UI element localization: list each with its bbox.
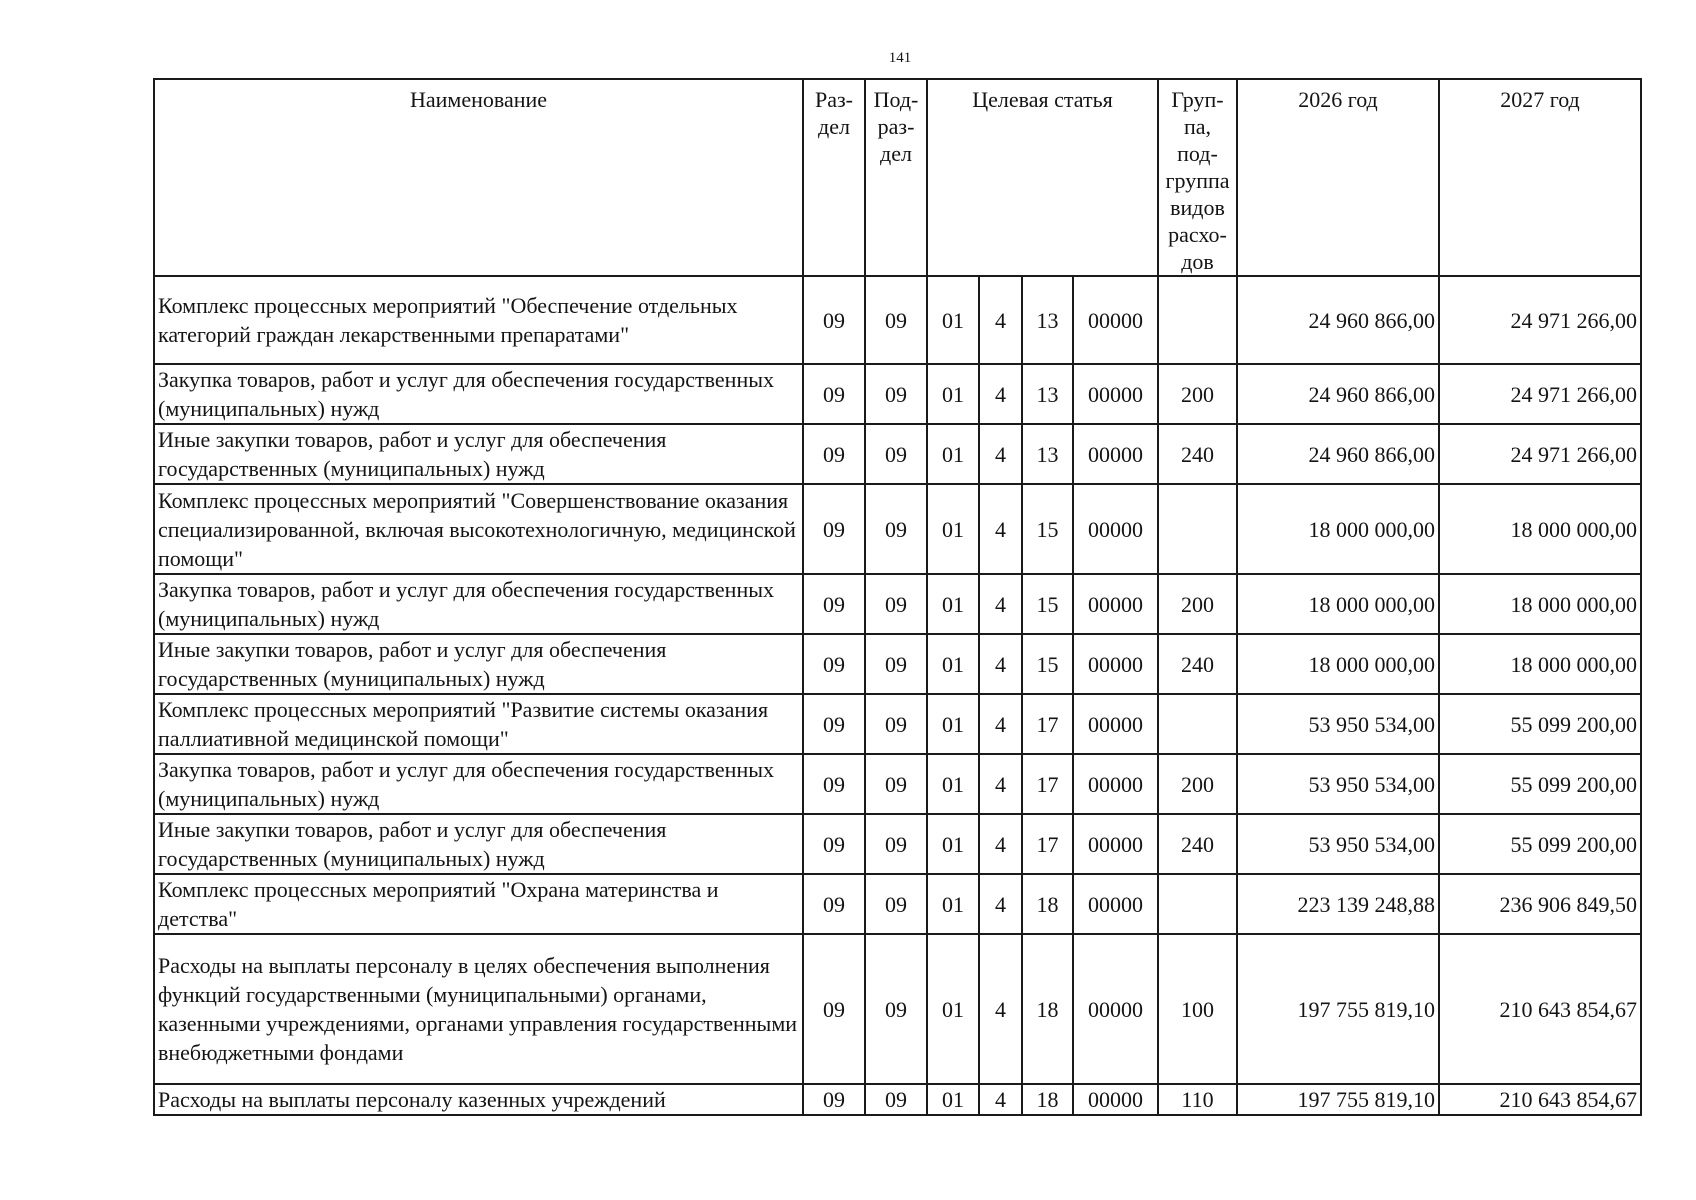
- cell-target-subprogram: 18: [1022, 874, 1073, 934]
- table-row: [154, 754, 1641, 814]
- cell-podrazdel: 09: [865, 814, 927, 874]
- cell-podrazdel: 09: [865, 574, 927, 634]
- cell-amount-2026: 24 960 866,00: [1237, 364, 1439, 424]
- cell-target-direction: 00000: [1073, 874, 1158, 934]
- table-body: [154, 276, 1641, 1115]
- cell-podrazdel: 09: [865, 484, 927, 574]
- cell-amount-2026: 18 000 000,00: [1237, 634, 1439, 694]
- table-row: [154, 814, 1641, 874]
- cell-amount-2027: 236 906 849,50: [1439, 874, 1641, 934]
- cell-amount-2027: 24 971 266,00: [1439, 424, 1641, 484]
- cell-target-subprogram: 13: [1022, 276, 1073, 364]
- page-number: 141: [888, 50, 912, 66]
- cell-podrazdel: 09: [865, 874, 927, 934]
- cell-name: Иные закупки товаров, работ и услуг для обеспечения государственных (муниципальных) нужд: [154, 424, 803, 484]
- cell-expense-group: 240: [1158, 814, 1237, 874]
- table-row: [154, 364, 1641, 424]
- table-row: [154, 934, 1641, 1084]
- cell-target-type: 4: [979, 276, 1022, 364]
- cell-target-direction: 00000: [1073, 574, 1158, 634]
- cell-target-program: 01: [927, 814, 979, 874]
- cell-razdel: 09: [803, 424, 865, 484]
- cell-podrazdel: 09: [865, 934, 927, 1084]
- cell-target-type: 4: [979, 754, 1022, 814]
- cell-razdel: 09: [803, 364, 865, 424]
- cell-expense-group: 200: [1158, 754, 1237, 814]
- cell-target-type: 4: [979, 484, 1022, 574]
- header-podrazdel: Под-раз-дел: [865, 79, 927, 276]
- cell-target-program: 01: [927, 694, 979, 754]
- cell-target-program: 01: [927, 484, 979, 574]
- cell-target-subprogram: 17: [1022, 754, 1073, 814]
- cell-expense-group: 200: [1158, 364, 1237, 424]
- cell-expense-group: 200: [1158, 574, 1237, 634]
- cell-amount-2027: 55 099 200,00: [1439, 814, 1641, 874]
- cell-podrazdel: 09: [865, 424, 927, 484]
- cell-razdel: 09: [803, 934, 865, 1084]
- cell-razdel: 09: [803, 874, 865, 934]
- cell-target-direction: 00000: [1073, 1084, 1158, 1115]
- cell-amount-2026: 24 960 866,00: [1237, 276, 1439, 364]
- cell-target-program: 01: [927, 1084, 979, 1115]
- cell-name: Комплекс процессных мероприятий "Развитие системы оказания паллиативной медицинской помощи": [154, 694, 803, 754]
- cell-amount-2026: 18 000 000,00: [1237, 574, 1439, 634]
- cell-target-program: 01: [927, 424, 979, 484]
- cell-target-program: 01: [927, 754, 979, 814]
- cell-amount-2027: 24 971 266,00: [1439, 364, 1641, 424]
- cell-target-type: 4: [979, 424, 1022, 484]
- header-expense-group: Груп-па, под-группа видов расхо-дов: [1158, 79, 1237, 276]
- cell-target-subprogram: 13: [1022, 364, 1073, 424]
- table-row: [154, 634, 1641, 694]
- cell-expense-group: 110: [1158, 1084, 1237, 1115]
- cell-target-program: 01: [927, 276, 979, 364]
- cell-razdel: 09: [803, 1084, 865, 1115]
- cell-target-type: 4: [979, 364, 1022, 424]
- cell-amount-2027: 18 000 000,00: [1439, 634, 1641, 694]
- cell-target-subprogram: 13: [1022, 424, 1073, 484]
- cell-name: Иные закупки товаров, работ и услуг для обеспечения государственных (муниципальных) нужд: [154, 814, 803, 874]
- cell-amount-2027: 55 099 200,00: [1439, 754, 1641, 814]
- cell-razdel: 09: [803, 694, 865, 754]
- header-year-2026: 2026 год: [1237, 79, 1439, 276]
- cell-amount-2026: 18 000 000,00: [1237, 484, 1439, 574]
- cell-name: Комплекс процессных мероприятий "Обеспечение отдельных категорий граждан лекарственными препаратами": [154, 276, 803, 364]
- cell-target-program: 01: [927, 574, 979, 634]
- cell-target-type: 4: [979, 814, 1022, 874]
- cell-amount-2026: 197 755 819,10: [1237, 934, 1439, 1084]
- table-row: [154, 424, 1641, 484]
- cell-name: Иные закупки товаров, работ и услуг для обеспечения государственных (муниципальных) нужд: [154, 634, 803, 694]
- header-target-article: Целевая статья: [927, 79, 1158, 276]
- cell-amount-2026: 53 950 534,00: [1237, 814, 1439, 874]
- table-row: [154, 874, 1641, 934]
- cell-target-subprogram: 15: [1022, 574, 1073, 634]
- cell-name: Закупка товаров, работ и услуг для обеспечения государственных (муниципальных) нужд: [154, 364, 803, 424]
- header-razdel: Раз-дел: [803, 79, 865, 276]
- cell-razdel: 09: [803, 484, 865, 574]
- cell-target-type: 4: [979, 634, 1022, 694]
- cell-target-program: 01: [927, 934, 979, 1084]
- cell-expense-group: [1158, 276, 1237, 364]
- table-row: [154, 484, 1641, 574]
- cell-target-direction: 00000: [1073, 276, 1158, 364]
- cell-amount-2026: 223 139 248,88: [1237, 874, 1439, 934]
- cell-amount-2027: 18 000 000,00: [1439, 574, 1641, 634]
- cell-target-program: 01: [927, 634, 979, 694]
- cell-target-subprogram: 15: [1022, 634, 1073, 694]
- budget-table: [153, 78, 1642, 1116]
- cell-target-direction: 00000: [1073, 694, 1158, 754]
- cell-razdel: 09: [803, 276, 865, 364]
- cell-amount-2027: 18 000 000,00: [1439, 484, 1641, 574]
- cell-target-direction: 00000: [1073, 814, 1158, 874]
- cell-amount-2026: 24 960 866,00: [1237, 424, 1439, 484]
- cell-razdel: 09: [803, 574, 865, 634]
- cell-amount-2027: 24 971 266,00: [1439, 276, 1641, 364]
- cell-expense-group: 240: [1158, 634, 1237, 694]
- cell-amount-2026: 53 950 534,00: [1237, 694, 1439, 754]
- cell-target-subprogram: 15: [1022, 484, 1073, 574]
- cell-expense-group: [1158, 874, 1237, 934]
- cell-target-type: 4: [979, 694, 1022, 754]
- table-row: [154, 574, 1641, 634]
- cell-target-program: 01: [927, 364, 979, 424]
- table-row: [154, 1084, 1641, 1115]
- cell-name: Закупка товаров, работ и услуг для обеспечения государственных (муниципальных) нужд: [154, 754, 803, 814]
- cell-podrazdel: 09: [865, 1084, 927, 1115]
- cell-expense-group: [1158, 484, 1237, 574]
- cell-target-type: 4: [979, 1084, 1022, 1115]
- cell-amount-2027: 210 643 854,67: [1439, 934, 1641, 1084]
- cell-target-direction: 00000: [1073, 934, 1158, 1084]
- cell-target-program: 01: [927, 874, 979, 934]
- cell-name: Расходы на выплаты персоналу в целях обеспечения выполнения функций государственными (муниципальными) органами, казенными учреждениями, органами управления государственными внебюджетными фондами: [154, 934, 803, 1084]
- cell-target-subprogram: 18: [1022, 934, 1073, 1084]
- cell-name: Комплекс процессных мероприятий "Охрана материнства и детства": [154, 874, 803, 934]
- cell-target-type: 4: [979, 574, 1022, 634]
- cell-podrazdel: 09: [865, 694, 927, 754]
- header-year-2027: 2027 год: [1439, 79, 1641, 276]
- cell-target-direction: 00000: [1073, 364, 1158, 424]
- cell-target-subprogram: 17: [1022, 814, 1073, 874]
- cell-amount-2027: 55 099 200,00: [1439, 694, 1641, 754]
- header-row: [154, 79, 1641, 276]
- cell-target-direction: 00000: [1073, 424, 1158, 484]
- cell-target-direction: 00000: [1073, 634, 1158, 694]
- cell-expense-group: 240: [1158, 424, 1237, 484]
- cell-podrazdel: 09: [865, 634, 927, 694]
- cell-target-subprogram: 18: [1022, 1084, 1073, 1115]
- cell-amount-2027: 210 643 854,67: [1439, 1084, 1641, 1115]
- cell-name: Закупка товаров, работ и услуг для обеспечения государственных (муниципальных) нужд: [154, 574, 803, 634]
- cell-target-type: 4: [979, 934, 1022, 1084]
- table-row: [154, 694, 1641, 754]
- cell-podrazdel: 09: [865, 364, 927, 424]
- cell-razdel: 09: [803, 814, 865, 874]
- cell-razdel: 09: [803, 634, 865, 694]
- cell-target-subprogram: 17: [1022, 694, 1073, 754]
- cell-name: Комплекс процессных мероприятий "Совершенствование оказания специализированной, включая высокотехнологичную, медицинской помощи": [154, 484, 803, 574]
- cell-podrazdel: 09: [865, 276, 927, 364]
- cell-amount-2026: 53 950 534,00: [1237, 754, 1439, 814]
- table-row: [154, 276, 1641, 364]
- cell-name: Расходы на выплаты персоналу казенных учреждений: [154, 1084, 803, 1115]
- cell-expense-group: 100: [1158, 934, 1237, 1084]
- cell-target-type: 4: [979, 874, 1022, 934]
- cell-podrazdel: 09: [865, 754, 927, 814]
- cell-razdel: 09: [803, 754, 865, 814]
- header-name: Наименование: [154, 79, 803, 276]
- cell-amount-2026: 197 755 819,10: [1237, 1084, 1439, 1115]
- cell-target-direction: 00000: [1073, 754, 1158, 814]
- cell-target-direction: 00000: [1073, 484, 1158, 574]
- cell-expense-group: [1158, 694, 1237, 754]
